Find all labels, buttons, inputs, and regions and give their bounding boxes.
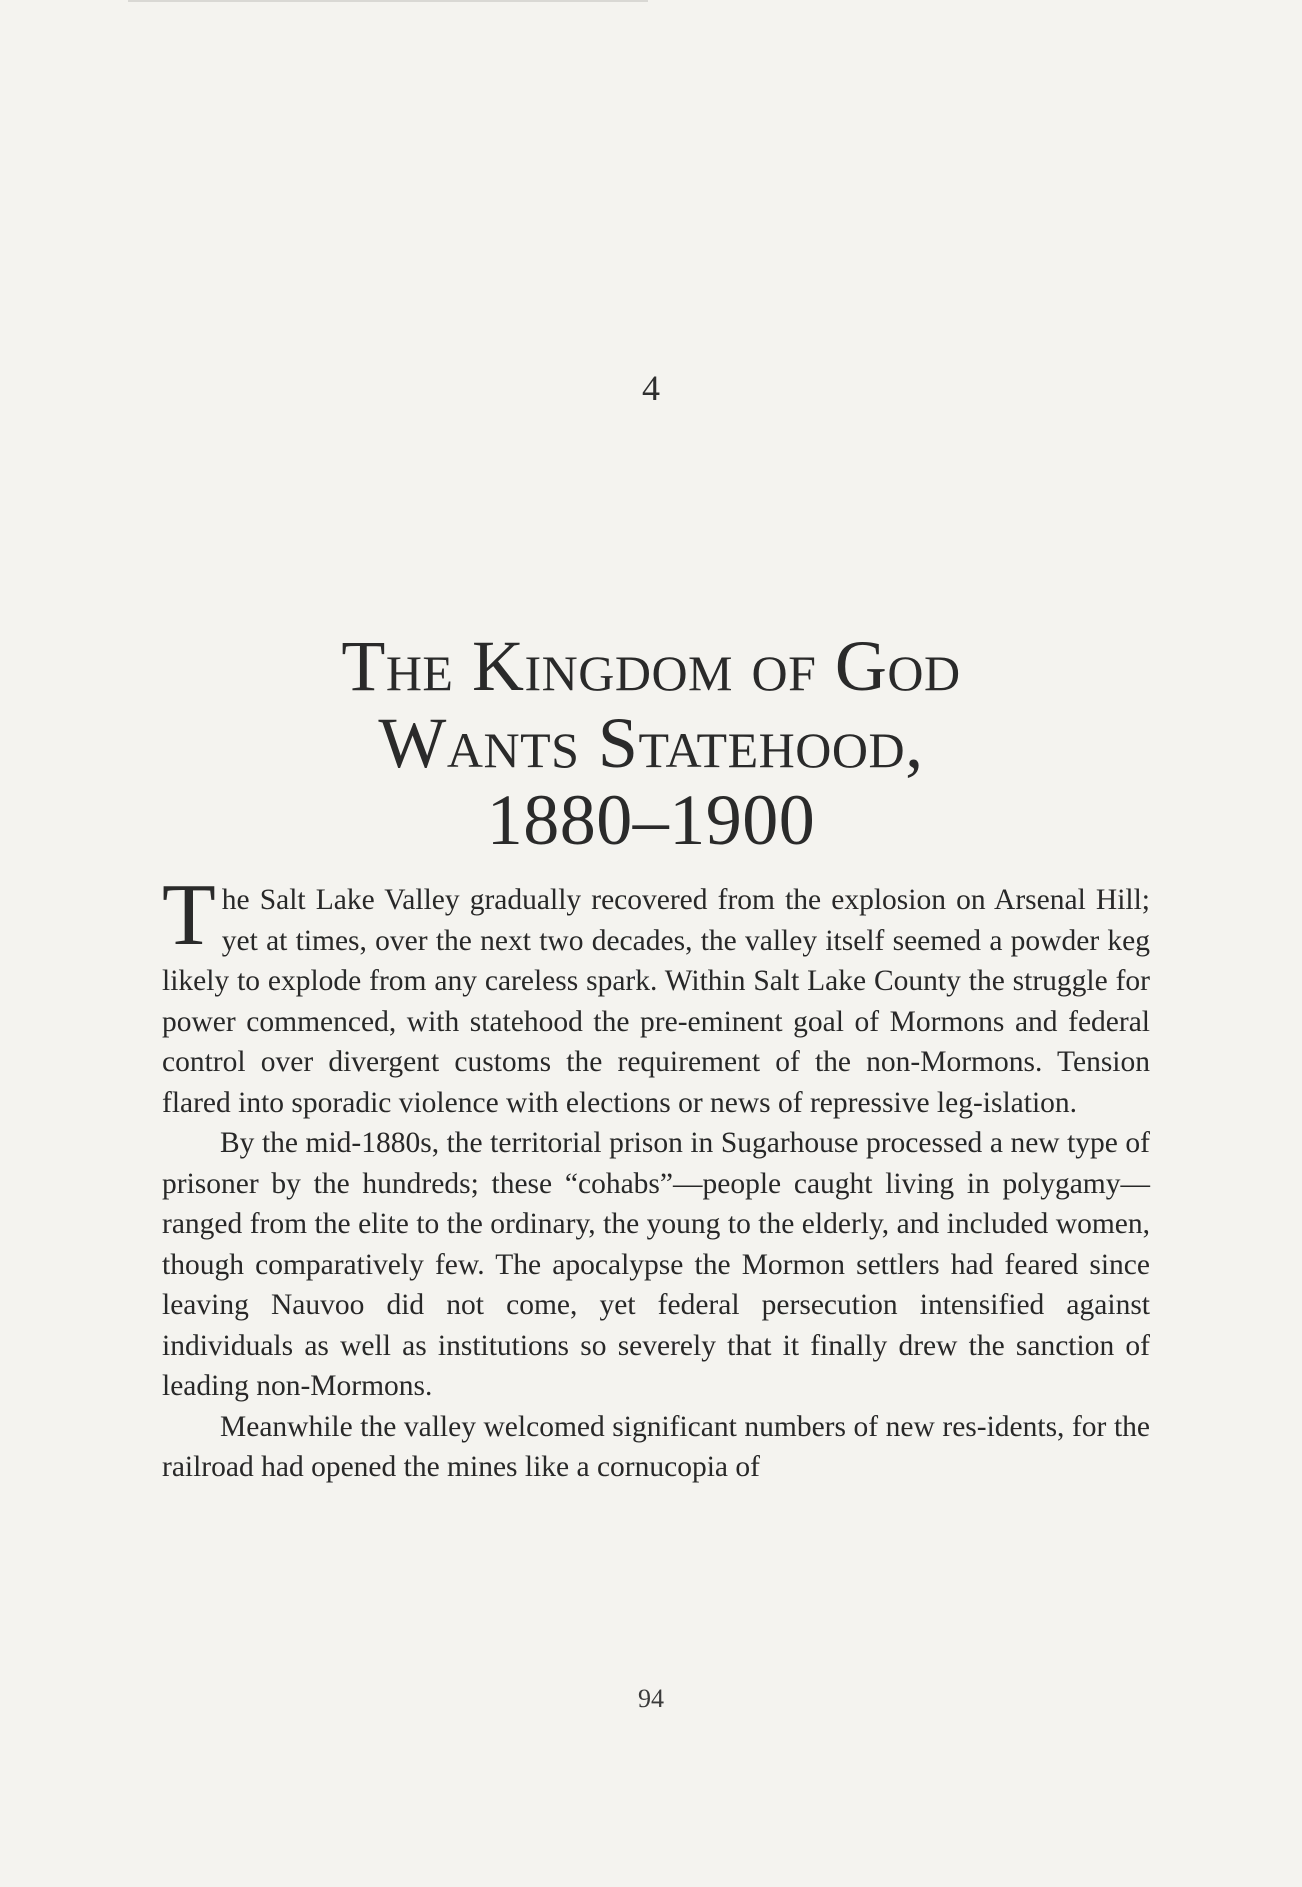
body-text [162,867,1150,1488]
paragraph-1 [162,867,1150,1123]
scan-edge-rule [128,0,648,2]
paragraph-2: By the mid-1880s, the territorial prison in Sugarhouse processed a new type of prisoner by the hundreds; these “cohabs”—people caught living in polygamy—ranged from the elite to the ordinary, the young to the elderly, and included women, though comparatively few. The apocalypse the Mormon settlers had feared since leaving Nauvoo did not come, yet federal persecution intensified against individuals as well as institutions so severely that it finally drew the sanction of leading non-Mormons. [162,1127,1150,1402]
chapter-number: 4 [642,368,660,408]
chapter-title [0,628,1302,859]
drop-cap: T [162,867,216,964]
chapter-title-line-1: The Kingdom of God [341,626,961,706]
chapter-title-line-2: Wants Statehood, [378,703,924,783]
paragraph-3: Meanwhile the valley welcomed significant numbers of new res-idents, for the railroad had opened the mines like a cornucopia of [162,1410,1150,1483]
chapter-title-line-3: 1880–1900 [486,780,816,860]
paragraph-1-text: he Salt Lake Valley gradually recovered from the explosion on Arsenal Hill; yet at times, over the next two decades, the valley itself seemed a powder keg likely to explode from any careless spark. Within Salt Lake County the struggle for power commenced, with statehood the pre-eminent goal of Mormons and federal control over divergent customs the requirement of the non-Mormons. Tension flared into sporadic violence with elections or news of repressive leg-islation. [162,884,1150,1119]
page-number: 94 [638,1684,664,1713]
